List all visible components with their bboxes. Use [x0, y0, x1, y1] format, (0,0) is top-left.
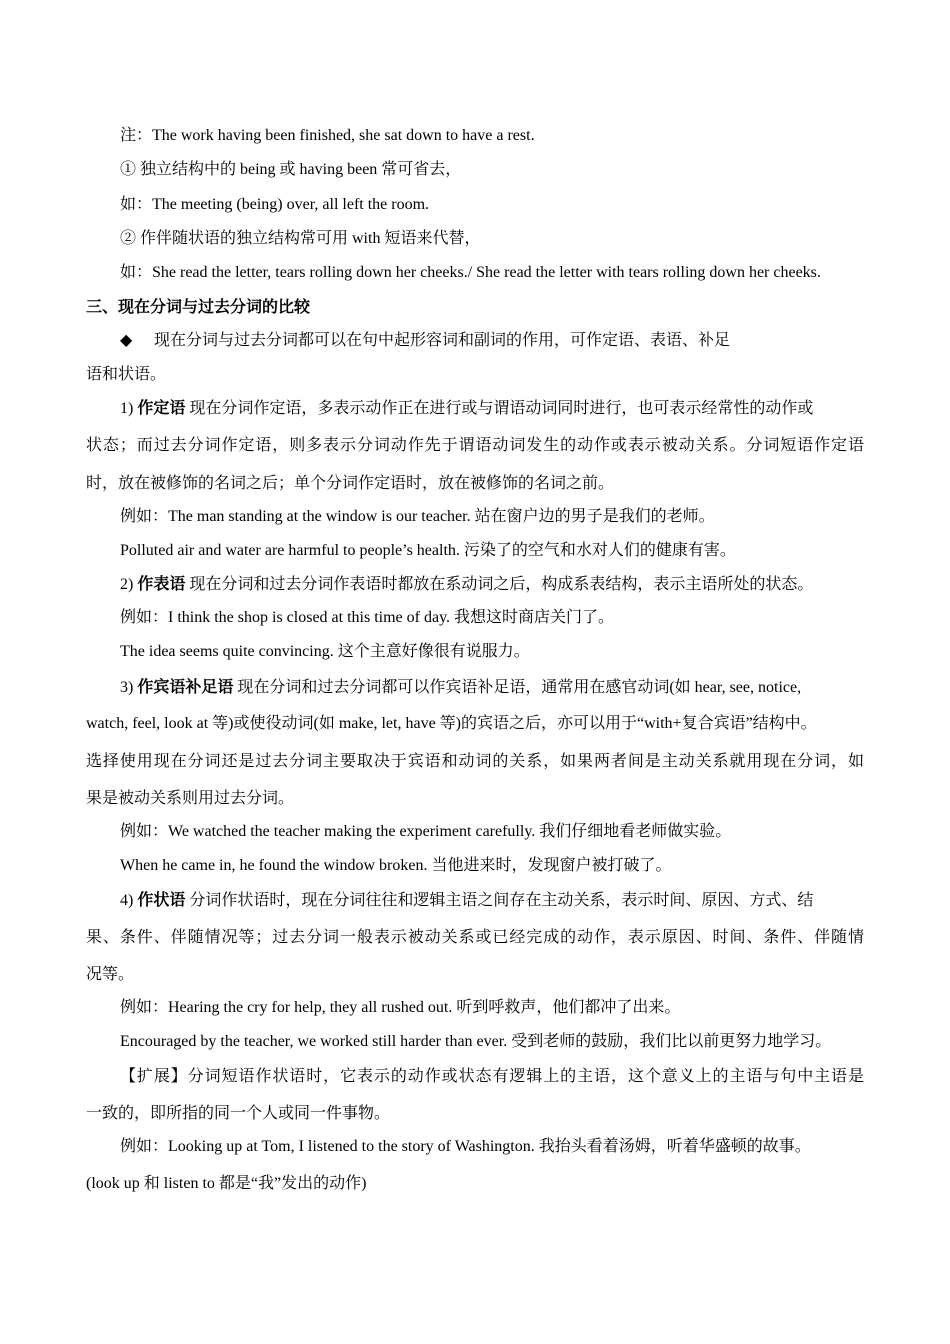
example-note: (look up 和 listen to 都是“我”发出的动作) [86, 1175, 367, 1192]
paragraph-adverbial [120, 890, 813, 911]
term-attributive: 作定语 [137, 398, 186, 417]
example-line: Encouraged by the teacher, we worked still harder than ever. 受到老师的鼓励，我们比以前更努力地学习。 [120, 1033, 832, 1050]
paragraph-text: 分词作状语时，现在分词往往和逻辑主语之间存在主动关系，表示时间、原因、方式、结 [185, 892, 814, 909]
paragraph-text: 现在分词和过去分词作表语时都放在系动词之后，构成系表结构，表示主语所处的状态。 [185, 576, 814, 593]
extension-paragraph-cont: 一致的，即所指的同一个人或同一件事物。 [86, 1105, 391, 1122]
example-line: Polluted air and water are harmful to people’s health. 污染了的空气和水对人们的健康有害。 [120, 542, 736, 559]
item-number: 2) [120, 576, 138, 593]
example-line: 如：The meeting (being) over, all left the room. [120, 196, 430, 213]
paragraph-text: 状态；而过去分词作定语，则多表示分词动作先于谓语动词发生的动作或表示被动关系。分词短语作定语 [86, 437, 864, 454]
intro-line [120, 331, 730, 351]
example-line: 例如：I think the shop is closed at this time of day. 我想这时商店关门了。 [120, 609, 615, 626]
paragraph-predicative [120, 574, 813, 595]
term-predicative: 作表语 [137, 574, 186, 593]
example-line: 例如：We watched the teacher making the experiment carefully. 我们仔细地看老师做实验。 [120, 823, 732, 840]
diamond-bullet-icon: ◆ [120, 332, 133, 349]
item-number: 1) [120, 400, 138, 417]
note-line: 注：The work having been finished, she sat down to have a rest. [120, 127, 535, 144]
item-number: 4) [120, 892, 138, 909]
paragraph-text: 果、条件、伴随情况等；过去分词一般表示被动关系或已经完成的动作，表示原因、时间、条件、伴随情 [86, 929, 864, 946]
paragraph-attributive [120, 398, 813, 419]
term-adverbial: 作状语 [137, 890, 186, 909]
example-line: When he came in, he found the window broken. 当他进来时，发现窗户被打破了。 [120, 857, 672, 874]
example-line: The idea seems quite convincing. 这个主意好像很有说服力。 [120, 643, 530, 660]
paragraph-text: 现在分词作定语，多表示动作正在进行或与谓语动词同时进行，也可表示经常性的动作或 [185, 400, 814, 417]
note-item-1: ① 独立结构中的 being 或 having been 常可省去， [120, 161, 462, 178]
section-title: 三、现在分词与过去分词的比较 [86, 297, 311, 316]
example-line: 例如：Hearing the cry for help, they all rushed out. 听到呼救声，他们都冲了出来。 [120, 999, 681, 1016]
paragraph-text: 选择使用现在分词还是过去分词主要取决于宾语和动词的关系，如果两者间是主动关系就用现在分词，如 [86, 753, 864, 770]
note-item-2: ② 作伴随状语的独立结构常可用 with 短语来代替， [120, 230, 481, 247]
intro-line-cont: 语和状语。 [86, 366, 167, 383]
paragraph-text: 况等。 [86, 966, 135, 983]
item-number: 3) [120, 679, 138, 696]
example-line: 例如：Looking up at Tom, I listened to the story of Washington. 我抬头看着汤姆，听着华盛顿的故事。 [120, 1138, 811, 1155]
paragraph-text: 果是被动关系则用过去分词。 [86, 790, 295, 807]
example-line: 例如：The man standing at the window is our teacher. 站在窗户边的男子是我们的老师。 [120, 508, 715, 525]
paragraph-object-complement [120, 677, 801, 698]
term-object-complement: 作宾语补足语 [137, 677, 234, 696]
paragraph-text: 时，放在被修饰的名词之后；单个分词作定语时，放在被修饰的名词之前。 [86, 475, 615, 492]
example-line: 如：She read the letter, tears rolling down her cheeks./ She read the letter with tears rolling down her cheeks. [120, 264, 821, 281]
extension-paragraph: 【扩展】分词短语作状语时，它表示的动作或状态有逻辑上的主语，这个意义上的主语与句中主语是 [120, 1068, 864, 1085]
paragraph-text: 现在分词和过去分词都可以作宾语补足语，通常用在感官动词(如 hear, see, notice, [233, 679, 802, 696]
paragraph-text: watch, feel, look at 等)或使役动词(如 make, let, have 等)的宾语之后，亦可以用于“with+复合宾语”结构中。 [86, 715, 817, 732]
intro-text: 现在分词与过去分词都可以在句中起形容词和副词的作用，可作定语、表语、补足 [154, 332, 731, 349]
